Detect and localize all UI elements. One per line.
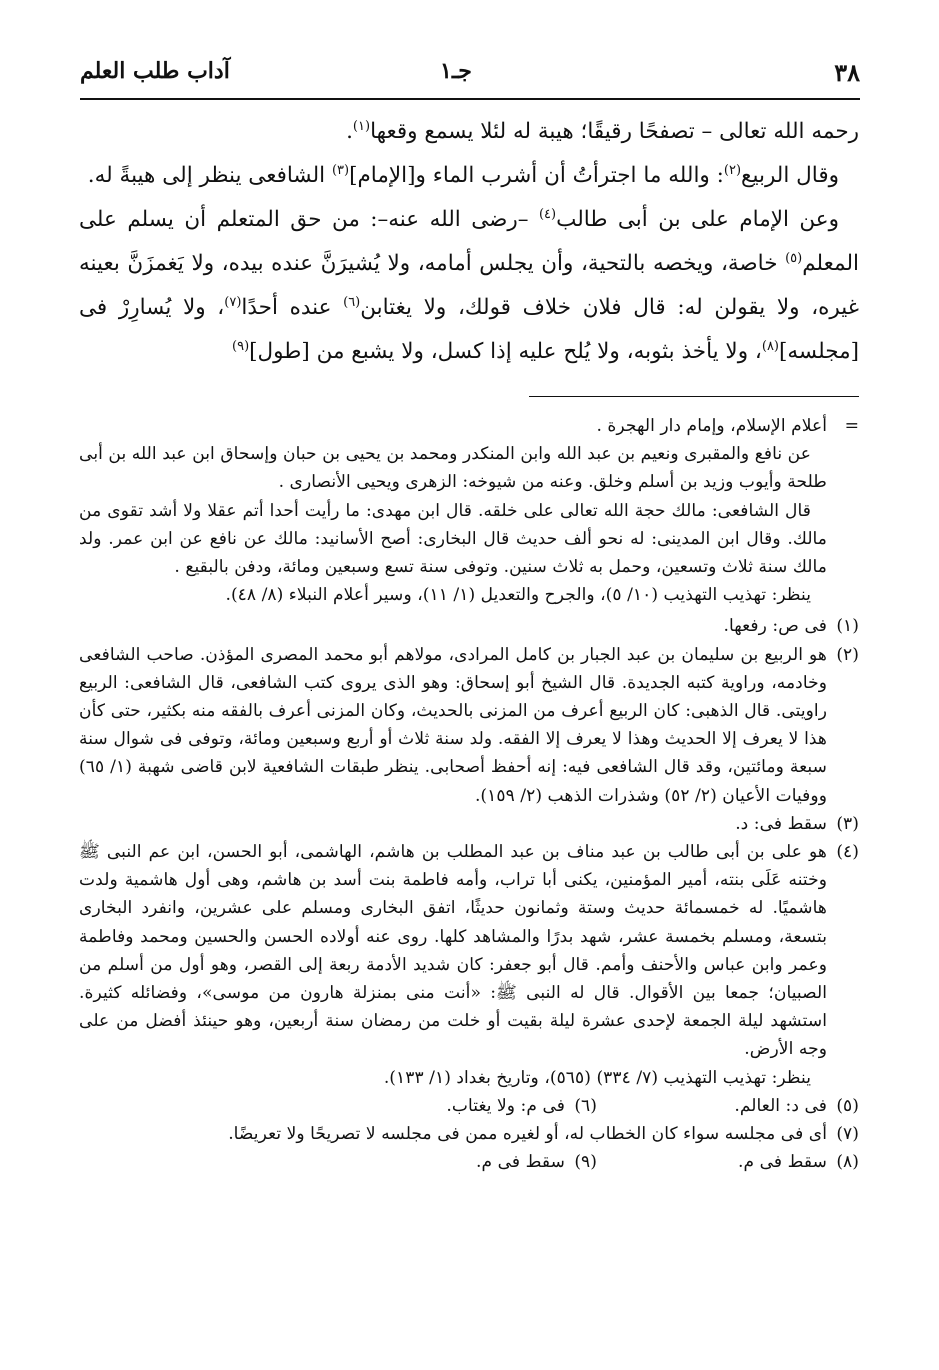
page-header [80,52,860,100]
footnote-number: (٦) [574,1095,597,1116]
footnote-7 [79,1120,859,1148]
footnote-number: (٩) [574,1152,597,1173]
footnote-text: قال الشافعى: مالك حجة الله تعالى على خلقه. قال ابن مهدى: ما رأيت أحدا أتم عقلا ولا أشد تقوى من مالك. وقال ابن المدينى: له نحو ألف حديث قال البخارى: أصح الأسانيد: مالك عن نافع عن ابن عمر. ولد مالك سنة ثلاث وتسعين، وحمل به ثلاث سنين. وتوفى سنة تسع وسبعين ومائة، ودفن بالبقيع . [79,500,827,578]
footnote-1 [79,612,859,640]
footnote-number: (٤) [836,842,859,863]
footnote-ref-4[interactable]: (٤) [538,206,557,222]
footnote-number: (٨) [836,1152,859,1173]
paragraph-2 [79,154,859,198]
footnote-ref-5[interactable]: (٥) [785,250,803,266]
footnote-row [79,1092,859,1120]
text-run: : والله ما اجترأتُ أن أشرب الماء و[الإمام] [349,163,724,188]
footnote-divider [529,396,859,397]
footnote-8 [597,1148,859,1176]
continuation-mark: = [844,416,859,436]
footnote-text: سقط فى م. [476,1152,565,1173]
footnote-text: فى ص: رفعها. [723,616,827,637]
footnote-ref-7[interactable]: (٧) [224,294,242,310]
main-text [79,110,859,374]
text-run: وقال الربيع [741,163,839,188]
continued-footnote [79,412,859,609]
volume-label: جـ١ [440,58,472,84]
footnote-text: هو الربيع بن سليمان بن عبد الجبار بن كامل المرادى، مولاهم أبو محمد المصرى المؤذن. صاحب الشافعى وخادمه، وراوية كتبه الجديدة. قال الشيخ أبو إسحاق: وهو الذى يروى كتب الشافعى، قال الشافعى: الربيع راويتى. قال الذهبى: كان الربيع أعرف من المزنى بالحديث، وكان المزنى أعرف بالفقه منه بكثير، حتى كأن هذا لا يعرف إلا الحديث وهذا لا يعرف إلا الفقه. ولد سنة ثلاث أو أربع وسبعين ومائة، وتوفى فى شوال سنة سبعة ومائتين، وقد قال الشافعى فيه: إنه أحفظ أصحابى. ينظر طبقات الشافعية لابن قاضى شهبة (١/ ٦٥) ووفيات الأعيان (٢/ ٥٢) وشذرات الذهب (٢/ ١٥٩). [79,644,828,806]
footnote-text: سقط فى م. [738,1152,827,1173]
footnote-number: (٧) [836,1124,859,1145]
footnote-4 [79,838,859,1092]
paragraph-3 [79,198,859,374]
footnote-text: ينظر: تهذيب التهذيب (١٠/ ٥)، والجرح والتعديل (١/ ١١)، وسير أعلام النبلاء (٨/ ٤٨). [225,585,811,606]
text-run: ، ولا يأخذ بثوبه، ولا يُلح عليه إذا كسل، ولا يشبع من [طول] [249,339,762,364]
footnote-text: سقط فى: د. [735,813,827,834]
footnote-ref-9[interactable]: (٩) [232,338,250,354]
text-run: خاصة، ويخصه بالتحية، وأن يجلس أمامه، ولا يُشيرَنَّ عنده بيده، ولا يَغمزَنَّ بعينه غيره، ولا يقولن له: قال فلان خلاف قولك، ولا يغتابن [79,251,859,320]
footnote-3 [79,810,859,838]
footnotes [79,412,859,1176]
footnote-text: ينظر: تهذيب التهذيب (٧/ ٣٣٤) (٥٦٥)، وتاريخ بغداد (١/ ١٣٣). [383,1067,811,1088]
footnote-6 [335,1092,597,1120]
footnote-text: فى د: العالم. [734,1095,827,1116]
footnote-ref-1[interactable]: (١) [352,118,371,134]
footnote-text: أى فى مجلسه سواء كان الخطاب له، أو لغيره ممن فى مجلسه لا تصريحًا ولا تعريضًا. [228,1124,827,1145]
text-run: ، ولا يُسارِرْ فى [مجلسه] [79,295,859,364]
footnote-text: أعلام الإسلام، وإمام دار الهجرة . [596,416,827,436]
paragraph-1 [79,110,859,154]
footnote-row [79,1148,859,1176]
footnote-9 [335,1148,597,1176]
text-run: عنده أحدًا [241,295,344,320]
footnote-text: عن نافع والمقبرى ونعيم بن عبد الله وابن المنكدر ومحمد بن يحيى بن حبان وإسحاق ابن عبد الله بن أبى طلحة وأيوب وزيد بن أسلم وخلق. وعنه من شيوخه: الزهرى ويحيى الأنصارى . [79,444,827,493]
footnote-ref-8[interactable]: (٨) [761,338,779,354]
text-run: رحمه الله تعالى – تصفحًا رقيقًا؛ هيبة له لئلا يسمع وقعها [370,119,859,144]
footnote-number: (٣) [836,813,859,834]
footnote-number: (٢) [836,644,859,665]
footnote-5 [597,1092,859,1120]
page-number: ٣٨ [834,58,860,87]
book-title: آداب طلب العلم [80,58,230,84]
footnote-ref-6[interactable]: (٦) [343,294,361,310]
footnote-number: (٥) [836,1095,859,1116]
footnote-ref-2[interactable]: (٢) [723,162,742,178]
footnote-number: (١) [836,616,859,637]
footnote-ref-3[interactable]: (٣) [331,162,350,178]
text-run: الشافعى ينظر إلى هيبةً له. [87,163,332,188]
text-run: . [346,119,353,144]
footnote-text: فى م: ولا يغتاب. [446,1095,565,1116]
footnote-text: هو على بن أبى طالب بن عبد مناف بن عبد المطلب بن هاشم، الهاشمى، أبو الحسن، ابن عم النبى ﷺ وختنه عَلَى بنته، أمير المؤمنين، يكنى أبا تراب، وأمه فاطمة بنت أسد بن هاشم، وهى أول هاشمية ولدت هاشميًا. له خمسمائة حديث وستة وثمانون حديثًا، اتفق البخارى ومسلم على عشرين، وانفرد البخارى بتسعة، ومسلم بخمسة عشر، شهد بدرًا والمشاهد كلها. روى عنه أولاده الحسن والحسين ومحمد وفاطمة وعمر وابن عباس والأحنف وأمم. قال أبو جعفر: كان شديد الأدمة ربعة إلى القصر، وهو أول من أسلم من الصبيان؛ جمعا بين الأقوال. قال له النبى ﷺ: «أنت منى بمنزلة هارون من موسى»، وفضائله كثيرة. استشهد ليلة الجمعة لإحدى عشرة ليلة بقيت أو خلت من رمضان سنة أربعين، وهو حينئذ أفضل من على وجه الأرض. [79,842,827,1060]
footnote-2 [79,641,859,810]
text-run: وعن الإمام على بن أبى طالب [556,207,839,232]
text-run: –رضى الله عنه–: من حق المتعلم أن يسلم على المعلم [79,207,859,276]
